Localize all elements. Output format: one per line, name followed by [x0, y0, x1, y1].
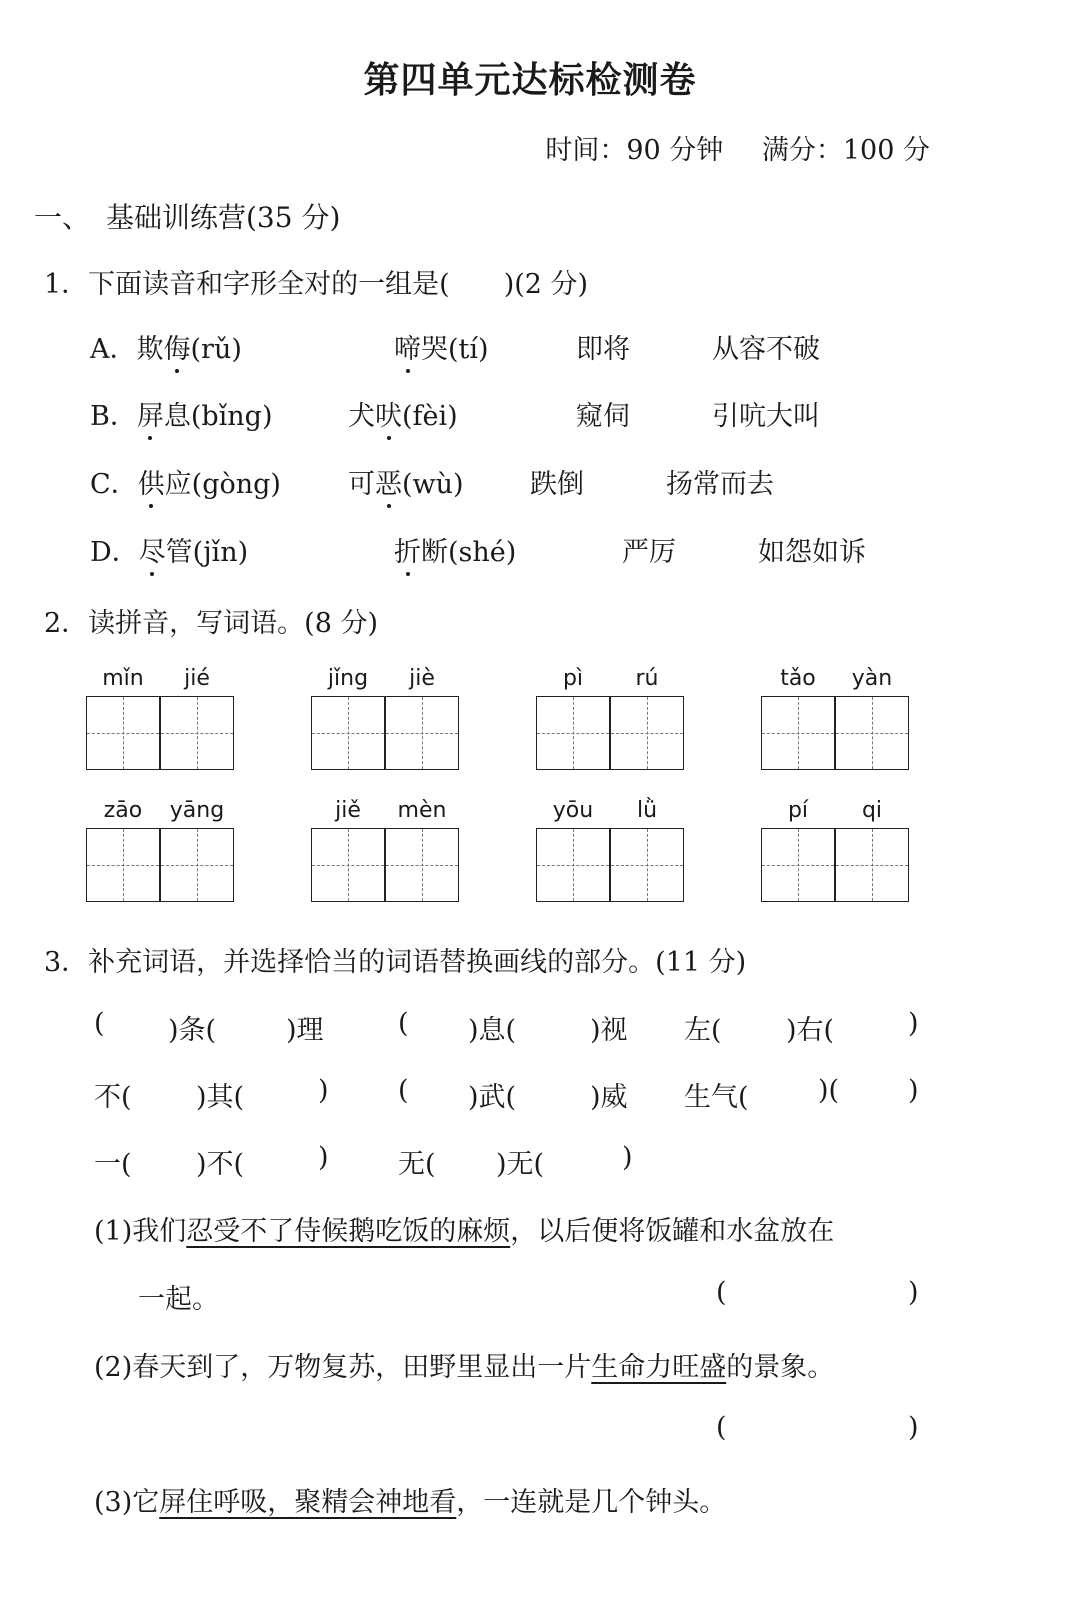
sentence-text: 我们	[132, 1216, 187, 1247]
dotted-char: 尽	[139, 530, 166, 569]
sentence-text: ，一连就是几个钟头。	[456, 1487, 727, 1518]
fill-blank: )无(	[496, 1149, 545, 1180]
fill-blank: )	[318, 1142, 329, 1173]
pinyin-label: jǐng	[327, 666, 369, 691]
option-word: 断(shé)	[421, 537, 517, 568]
q1-option-a-word4: 从容不破	[712, 334, 820, 365]
fill-blank: )(	[818, 1075, 840, 1106]
option-letter: D．	[90, 537, 139, 568]
underlined-phrase: 忍受不了侍候鹅吃饭的麻烦	[186, 1216, 511, 1247]
pinyin-label: tǎo	[780, 666, 816, 691]
fill-blank: 无(	[398, 1149, 436, 1180]
pinyin-label: yāng	[169, 798, 225, 823]
pinyin-label: pì	[562, 666, 584, 691]
option-pinyin: (wù)	[402, 469, 464, 500]
dotted-char: 屏	[137, 394, 164, 433]
pinyin-label: mǐn	[102, 666, 144, 691]
q1-option-b-word3: 窥伺	[576, 401, 630, 432]
option-word: 哭(tí)	[421, 334, 489, 365]
fill-blank: )	[908, 1008, 919, 1039]
writing-box[interactable]	[86, 696, 160, 770]
sentence-1	[94, 1209, 834, 1248]
pinyin-label: zāo	[103, 798, 143, 823]
pinyin-label: jié	[184, 666, 210, 691]
q1-option-a	[90, 327, 242, 366]
option-word: 欺	[136, 334, 164, 365]
writing-box[interactable]	[385, 696, 459, 770]
fill-blank: )息(	[468, 1015, 517, 1046]
dotted-char: 吠	[375, 394, 402, 433]
option-word: 犬	[348, 401, 375, 432]
answer-paren-open: (	[716, 1277, 727, 1308]
option-word: 管(jǐn)	[165, 537, 249, 568]
option-word: 息(bǐng)	[163, 401, 273, 432]
underlined-phrase: 屏住呼吸，聚精会神地看	[159, 1487, 457, 1518]
fill-blank: )武(	[468, 1082, 517, 1113]
q1-option-d-word4: 如怨如诉	[758, 537, 866, 568]
pinyin-label: pí	[787, 798, 809, 823]
writing-box[interactable]	[536, 828, 610, 902]
pinyin-label: rú	[635, 666, 659, 691]
dotted-char: 恶	[375, 462, 402, 501]
fill-blank: )视	[590, 1015, 628, 1046]
option-letter: B．	[90, 401, 137, 432]
fill-blank: 不(	[94, 1082, 132, 1113]
fill-blank: (	[398, 1075, 409, 1106]
writing-box[interactable]	[311, 696, 385, 770]
fill-blank: )条(	[168, 1015, 217, 1046]
q1-option-a-word2	[394, 327, 489, 366]
dotted-char: 侮	[164, 327, 191, 366]
sentence-text: 的景象。	[726, 1352, 835, 1383]
writing-box[interactable]	[311, 828, 385, 902]
q1-option-d-word3: 严厉	[622, 537, 676, 568]
sentence-2	[94, 1345, 834, 1384]
section-number: 一、	[34, 201, 91, 234]
writing-box[interactable]	[610, 696, 684, 770]
answer-paren-open: (	[716, 1412, 727, 1443]
section-label: 基础训练营(35 分)	[106, 201, 341, 234]
page-title: 第四单元达标检测卷	[363, 60, 697, 101]
sentence-text: ，以后便将饭罐和水盆放在	[510, 1216, 835, 1247]
answer-paren-close: )	[908, 1277, 919, 1308]
fill-blank: (	[94, 1008, 105, 1039]
fill-blank: )威	[590, 1082, 628, 1113]
fill-blank: )	[318, 1075, 329, 1106]
sentence-number: (1)	[94, 1216, 133, 1247]
fill-blank: )	[908, 1075, 919, 1106]
full-score: 满分：100 分	[761, 135, 930, 166]
option-word: 应(gòng)	[164, 469, 281, 500]
option-pinyin: (rǔ)	[190, 334, 242, 365]
sentence-text: 春天到了，万物复苏，田野里显出一片	[132, 1352, 592, 1383]
writing-box[interactable]	[160, 696, 234, 770]
option-pinyin: (fèi)	[402, 401, 458, 432]
sentence-1-continued: 一起。	[138, 1284, 219, 1315]
q1-option-b-word4: 引吭大叫	[712, 401, 820, 432]
pinyin-label: jiě	[335, 798, 361, 823]
fill-blank: (	[398, 1008, 409, 1039]
writing-box[interactable]	[610, 828, 684, 902]
q1-option-b	[90, 394, 273, 433]
section-heading	[34, 196, 340, 236]
underlined-phrase: 生命力旺盛	[591, 1352, 727, 1383]
pinyin-label: lǜ	[636, 798, 658, 823]
sentence-number: (2)	[94, 1352, 133, 1383]
q1-option-d-word2	[394, 530, 516, 569]
fill-blank: )其(	[196, 1082, 245, 1113]
q1-option-c	[90, 462, 281, 501]
option-letter: A．	[90, 334, 137, 365]
question-3-stem: 3．补充词语，并选择恰当的词语替换画线的部分。(11 分)	[44, 947, 747, 978]
fill-blank: )不(	[196, 1149, 245, 1180]
writing-box[interactable]	[835, 828, 909, 902]
dotted-char: 供	[138, 462, 165, 501]
fill-blank: 生气(	[684, 1082, 749, 1113]
fill-blank: 左(	[684, 1015, 722, 1046]
option-word: 可	[348, 469, 375, 500]
pinyin-label: yōu	[552, 798, 594, 823]
fill-blank: 一(	[94, 1149, 132, 1180]
dotted-char: 折	[394, 530, 421, 569]
writing-box[interactable]	[761, 828, 835, 902]
writing-box[interactable]	[385, 828, 459, 902]
writing-box[interactable]	[536, 696, 610, 770]
q1-option-c-word2	[348, 462, 464, 501]
exam-meta	[545, 128, 930, 167]
answer-paren-close: )	[908, 1412, 919, 1443]
question-1-stem: 1．下面读音和字形全对的一组是( )(2 分)	[44, 269, 589, 300]
q1-option-b-word2	[348, 394, 458, 433]
sentence-number: (3)	[94, 1487, 133, 1518]
sentence-text: 它	[132, 1487, 160, 1518]
q1-option-d	[90, 530, 248, 569]
pinyin-label: yàn	[851, 666, 893, 691]
fill-blank: )右(	[786, 1015, 835, 1046]
q1-option-c-word4: 扬常而去	[666, 469, 774, 500]
q1-option-a-word3: 即将	[576, 334, 630, 365]
dotted-char: 啼	[394, 327, 421, 366]
q1-option-c-word3: 跌倒	[530, 469, 584, 500]
writing-box[interactable]	[835, 696, 909, 770]
writing-box[interactable]	[86, 828, 160, 902]
option-letter: C．	[90, 469, 138, 500]
sentence-3	[94, 1480, 726, 1519]
question-2-stem: 2．读拼音，写词语。(8 分)	[44, 608, 379, 639]
fill-blank: )	[622, 1142, 633, 1173]
pinyin-label: qi	[861, 798, 883, 823]
time-limit: 时间：90 分钟	[545, 135, 724, 166]
pinyin-label: mèn	[397, 798, 447, 823]
fill-blank: )理	[286, 1015, 324, 1046]
writing-box[interactable]	[160, 828, 234, 902]
pinyin-label: jiè	[409, 666, 435, 691]
writing-box[interactable]	[761, 696, 835, 770]
